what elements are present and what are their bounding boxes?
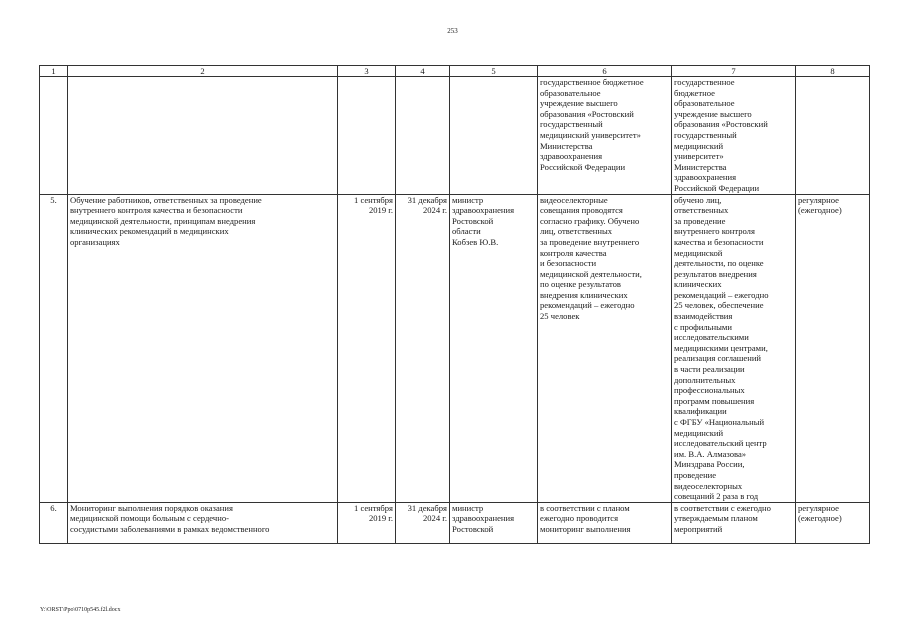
text-line: с ФГБУ «Национальный	[674, 417, 765, 427]
action-plan-table	[39, 65, 870, 544]
text-line: министр	[452, 502, 484, 513]
text-line: внутреннего контроля	[674, 226, 755, 237]
text-line: медицинской деятельности,	[540, 268, 642, 279]
text-line: медицинский	[674, 140, 724, 151]
text-line: согласно графику. Обучено	[540, 215, 640, 226]
text-line: сосудистыми заболеваниями в рамках ведомственного	[70, 523, 270, 534]
cell-col7	[672, 194, 796, 502]
text-line: образования «Ростовский	[540, 108, 634, 119]
text-line: образовательное	[674, 98, 735, 109]
text-line: совещаний 2 раза в год	[674, 491, 759, 502]
row-number: 6.	[40, 502, 68, 543]
text-line: деятельности, по оценке	[674, 258, 764, 269]
periodicity	[796, 502, 870, 543]
text-line: учреждение высшего	[674, 108, 752, 119]
text-line: реализация соглашений	[674, 353, 762, 364]
text-line: университет»	[674, 151, 724, 162]
page-number: 253	[447, 27, 458, 35]
text-line: совещания проводятся	[540, 205, 623, 216]
cell-col7	[672, 502, 796, 543]
cell-col7	[672, 77, 796, 195]
text-line: медицинский	[674, 427, 724, 438]
text-line: дополнительных	[674, 374, 736, 385]
text-line: медицинской	[674, 247, 723, 258]
cell-col6	[538, 194, 672, 502]
table-row-continuation	[40, 77, 870, 195]
text-line: 2024 г.	[422, 205, 447, 216]
text-line: образовательное	[540, 87, 601, 98]
text-line: контроля качества	[540, 247, 607, 258]
text-line: (ежегодное)	[798, 205, 842, 216]
text-line: за проведение	[674, 215, 726, 226]
text-line: Кобзев Ю.В.	[452, 236, 499, 247]
table-row-5	[40, 194, 870, 502]
text-line: ежегодно проводится	[540, 513, 619, 524]
text-line: здравоохранения	[452, 205, 515, 216]
text-line: мониторинг выполнения	[540, 523, 631, 534]
text-line: в соответствии с ежегодно	[674, 502, 771, 513]
text-line: организациях	[70, 236, 120, 247]
column-number-row	[40, 66, 870, 77]
text-line: в соответствии с планом	[540, 502, 630, 513]
text-line: клинических	[674, 279, 722, 290]
column-number: 2	[68, 66, 338, 77]
text-line: государственное бюджетное	[540, 77, 644, 87]
cell-col6	[538, 77, 672, 195]
column-number: 4	[396, 66, 450, 77]
responsible	[450, 194, 538, 502]
start-date	[338, 502, 396, 543]
text-line: 31 декабря	[407, 194, 447, 205]
text-line: профессиональных	[674, 385, 745, 396]
text-line: клинических рекомендаций в медицинских	[70, 226, 229, 237]
text-line: государственный	[674, 129, 737, 140]
text-line: рекомендаций – ежегодно	[540, 300, 635, 311]
text-line: Ростовской	[452, 523, 494, 534]
text-line: медицинскими центрами,	[674, 342, 768, 353]
text-line: рекомендаций – ежегодно	[674, 289, 769, 300]
text-line: 2024 г.	[422, 513, 447, 524]
text-line: проведение	[674, 469, 717, 480]
text-line: бюджетное	[674, 87, 715, 98]
column-number: 8	[796, 66, 870, 77]
text-line: 25 человек, обеспечение	[674, 300, 764, 311]
text-line: по оценке результатов	[540, 279, 621, 290]
text-line: (ежегодное)	[798, 513, 842, 524]
column-number: 5	[450, 66, 538, 77]
measure-title	[68, 194, 338, 502]
text-line: утверждаемым планом	[674, 513, 758, 524]
text-line: видеоселекторные	[540, 194, 608, 205]
column-number: 3	[338, 66, 396, 77]
text-line: 1 сентября	[354, 194, 393, 205]
start-date	[338, 194, 396, 502]
text-line: им. В.А. Алмазова»	[674, 448, 747, 459]
text-line: Минздрава России,	[674, 459, 745, 470]
column-number: 7	[672, 66, 796, 77]
text-line: медицинской деятельности, принципам внедрения	[70, 215, 256, 226]
text-line: качества и безопасности	[674, 236, 764, 247]
text-line: 2019 г.	[368, 205, 393, 216]
text-line: государственное	[674, 77, 735, 87]
text-line: ответственных	[674, 205, 729, 216]
text-line: взаимодействия	[674, 311, 733, 322]
cell-col6	[538, 502, 672, 543]
file-path-footer: Y:\ORST\Ppo\0710p545.f2l.docx	[40, 607, 121, 613]
text-line: Мониторинг выполнения порядков оказания	[70, 502, 233, 513]
column-number: 1	[40, 66, 68, 77]
text-line: государственный	[540, 119, 603, 130]
text-line: квалификации	[674, 406, 727, 417]
text-line: медицинский университет»	[540, 129, 641, 140]
periodicity	[796, 194, 870, 502]
text-line: внутреннего контроля качества и безопасности	[70, 205, 243, 216]
text-line: видеоселекторных	[674, 480, 743, 491]
row-number: 5.	[40, 194, 68, 502]
text-line: и безопасности	[540, 258, 597, 269]
text-line: лиц, ответственных	[540, 226, 613, 237]
text-line: обучено лиц,	[674, 194, 722, 205]
text-line: Министерства	[674, 161, 727, 172]
end-date	[396, 502, 450, 543]
text-line: учреждение высшего	[540, 98, 618, 109]
text-line: Ростовской	[452, 215, 494, 226]
text-line: 25 человек	[540, 311, 580, 322]
text-line: здравоохранения	[540, 151, 603, 162]
measure-title	[68, 502, 338, 543]
text-line: регулярное	[798, 502, 839, 513]
text-line: регулярное	[798, 194, 839, 205]
text-line: в части реализации	[674, 364, 745, 375]
text-line: с профильными	[674, 321, 732, 332]
end-date	[396, 194, 450, 502]
text-line: мероприятий	[674, 523, 723, 534]
text-line: министр	[452, 194, 484, 205]
text-line: 31 декабря	[407, 502, 447, 513]
text-line: медицинской помощи больным с сердечно-	[70, 513, 229, 524]
text-line: 2019 г.	[368, 513, 393, 524]
text-line: результатов внедрения	[674, 268, 757, 279]
table-row-6	[40, 502, 870, 543]
column-number: 6	[538, 66, 672, 77]
text-line: Российской Федерации	[540, 161, 626, 172]
text-line: за проведение внутреннего	[540, 236, 640, 247]
text-line: Министерства	[540, 140, 593, 151]
text-line: здравоохранения	[452, 513, 515, 524]
text-line: области	[452, 226, 481, 237]
text-line: Российской Федерации	[674, 182, 760, 193]
text-line: программ повышения	[674, 395, 755, 406]
text-line: Обучение работников, ответственных за проведение	[70, 194, 262, 205]
text-line: исследовательскими	[674, 332, 749, 343]
text-line: образования «Ростовский	[674, 119, 768, 130]
text-line: здравоохранения	[674, 172, 737, 183]
responsible	[450, 502, 538, 543]
text-line: 1 сентября	[354, 502, 393, 513]
text-line: исследовательский центр	[674, 438, 767, 449]
text-line: внедрения клинических	[540, 289, 628, 300]
